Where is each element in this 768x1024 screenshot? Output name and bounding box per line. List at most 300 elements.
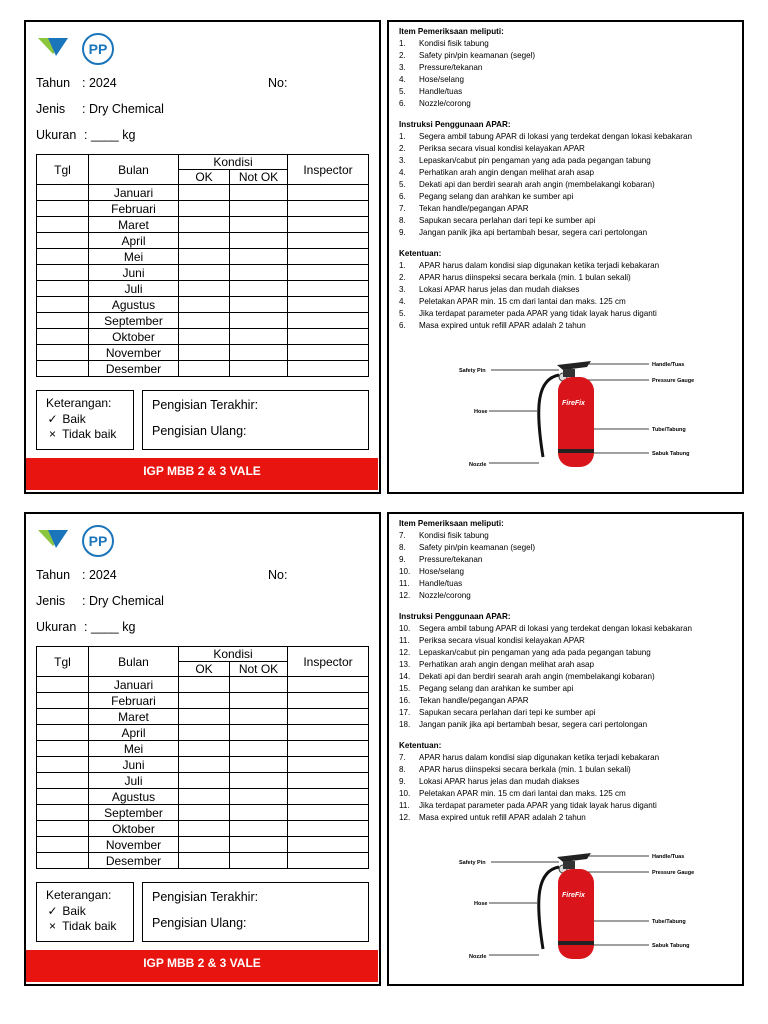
list-item-text: Kondisi fisik tabung (419, 531, 489, 540)
not-ok-cell[interactable] (230, 805, 288, 821)
table-row (37, 741, 369, 757)
list-item (399, 191, 739, 203)
bulan-cell: Oktober (89, 329, 179, 345)
ok-cell[interactable] (179, 821, 230, 837)
inspector-cell[interactable] (288, 281, 369, 297)
ok-cell[interactable] (179, 709, 230, 725)
list-item-number: 10. (399, 789, 411, 798)
table-row (37, 725, 369, 741)
table-row (37, 361, 369, 377)
list-item (399, 284, 739, 296)
list-item-number: 9. (399, 777, 406, 786)
table-row (37, 233, 369, 249)
inspector-cell[interactable] (288, 313, 369, 329)
jenis-label: Jenis (36, 102, 66, 116)
tahun-field (36, 568, 236, 584)
not-ok-cell[interactable] (230, 329, 288, 345)
tgl-cell[interactable] (37, 361, 89, 377)
ok-cell[interactable] (179, 217, 230, 233)
list-item (399, 695, 739, 707)
inspector-cell[interactable] (288, 217, 369, 233)
bulan-cell: Maret (89, 709, 179, 725)
tgl-cell[interactable] (37, 201, 89, 217)
tgl-cell[interactable] (37, 757, 89, 773)
tgl-cell[interactable] (37, 693, 89, 709)
list-item (399, 131, 739, 143)
label-tube: Tube/Tabung (652, 919, 686, 925)
list-item-number: 3. (399, 63, 406, 72)
list-item (399, 707, 739, 719)
tgl-cell[interactable] (37, 265, 89, 281)
list-item-number: 12. (399, 591, 411, 600)
list-item (399, 203, 739, 215)
ketentuan-title: Ketentuan: (399, 249, 442, 258)
month-rows (37, 185, 369, 377)
not-ok-cell[interactable] (230, 249, 288, 265)
list-item-text: Sapukan secara perlahan dari tepi ke sumber api (419, 216, 596, 225)
inspector-cell[interactable] (288, 693, 369, 709)
list-item-number: 16. (399, 696, 411, 705)
label-handle: Handle/Tuas (652, 362, 685, 368)
list-item-number: 14. (399, 672, 411, 681)
tgl-cell[interactable] (37, 217, 89, 233)
list-item (399, 683, 739, 695)
not-ok-cell[interactable] (230, 345, 288, 361)
list-item-number: 3. (399, 156, 406, 165)
pengisian-ulang-label: Pengisian Ulang: (152, 916, 247, 930)
inspector-cell[interactable] (288, 837, 369, 853)
list-item-number: 8. (399, 543, 406, 552)
tgl-cell[interactable] (37, 297, 89, 313)
list-item-text: Jangan panik jika api bertambah besar, segera cari pertolongan (419, 720, 648, 729)
tgl-cell[interactable] (37, 837, 89, 853)
list-item-number: 11. (399, 801, 410, 810)
tgl-cell[interactable] (37, 741, 89, 757)
list-item-number: 12. (399, 648, 411, 657)
legend-tidak-baik (46, 919, 133, 935)
inspector-cell[interactable] (288, 805, 369, 821)
list-item (399, 50, 739, 62)
inspector-cell[interactable] (288, 265, 369, 281)
not-ok-cell[interactable] (230, 281, 288, 297)
list-item-number: 9. (399, 228, 406, 237)
list-item (399, 635, 739, 647)
list-item (399, 671, 739, 683)
inspector-cell[interactable] (288, 741, 369, 757)
info-card-1 (387, 20, 744, 494)
list-item-text: Masa expired untuk refill APAR adalah 2 tahun (419, 321, 586, 330)
list-item-text: Lepaskan/cabut pin pengaman yang ada pada pegangan tabung (419, 156, 651, 165)
ok-cell[interactable] (179, 345, 230, 361)
bulan-cell: April (89, 233, 179, 249)
inspector-cell[interactable] (288, 677, 369, 693)
not-ok-cell[interactable] (230, 313, 288, 329)
table-row (37, 329, 369, 345)
tgl-cell[interactable] (37, 789, 89, 805)
tgl-cell[interactable] (37, 249, 89, 265)
list-item (399, 143, 739, 155)
list-item (399, 530, 739, 542)
label-sabuk: Sabuk Tabung (652, 943, 690, 949)
info-content (399, 26, 739, 332)
table-row (37, 217, 369, 233)
tahun-label: Tahun (36, 568, 71, 582)
list-item-text: Masa expired untuk refill APAR adalah 2 tahun (419, 813, 586, 822)
list-item (399, 320, 739, 332)
list-item (399, 167, 739, 179)
list-item-number: 4. (399, 168, 406, 177)
not-ok-cell[interactable] (230, 201, 288, 217)
tgl-cell[interactable] (37, 345, 89, 361)
list-item-text: Pressure/tekanan (419, 63, 483, 72)
legend-baik (46, 904, 133, 920)
list-item-text: Dekati api dan berdiri searah arah angin (membelakangi kobaran) (419, 672, 655, 681)
list-item-text: APAR harus dalam kondisi siap digunakan ketika terjadi kebakaran (419, 261, 660, 270)
list-item-number: 9. (399, 555, 406, 564)
ok-cell[interactable] (179, 249, 230, 265)
list-item-number: 4. (399, 297, 406, 306)
inspector-cell[interactable] (288, 345, 369, 361)
list-item-number: 1. (399, 132, 406, 141)
pemeriksaan-title: Item Pemeriksaan meliputi: (399, 27, 504, 36)
company-logo-icon (38, 524, 128, 558)
ukuran-label: Ukuran (36, 620, 77, 634)
list-item (399, 659, 739, 671)
ok-cell[interactable] (179, 853, 230, 869)
list-item-text: Perhatikan arah angin dengan melihat arah asap (419, 660, 595, 669)
table-row (37, 821, 369, 837)
tgl-cell[interactable] (37, 233, 89, 249)
inspector-cell[interactable] (288, 329, 369, 345)
list-item (399, 227, 739, 239)
check-icon: ✓ (47, 411, 58, 426)
bulan-cell: Juli (89, 773, 179, 789)
legend-tidak-baik (46, 427, 133, 443)
not-ok-cell[interactable] (230, 361, 288, 377)
tgl-cell[interactable] (37, 185, 89, 201)
inspector-cell[interactable] (288, 725, 369, 741)
ok-cell[interactable] (179, 805, 230, 821)
inspector-cell[interactable] (288, 821, 369, 837)
list-item-text: Lepaskan/cabut pin pengaman yang ada pada pegangan tabung (419, 648, 651, 657)
list-item (399, 566, 739, 578)
ok-cell[interactable] (179, 741, 230, 757)
list-item-text: Dekati api dan berdiri searah arah angin (membelakangi kobaran) (419, 180, 655, 189)
label-handle: Handle/Tuas (652, 854, 685, 860)
header-ok: OK (179, 170, 230, 185)
bulan-cell: Juni (89, 265, 179, 281)
header-bulan: Bulan (89, 155, 179, 185)
list-item (399, 752, 739, 764)
list-item-text: Periksa secara visual kondisi kelayakan APAR (419, 636, 585, 645)
table-row (37, 757, 369, 773)
list-item-number: 2. (399, 144, 406, 153)
list-item (399, 215, 739, 227)
bulan-cell: Desember (89, 361, 179, 377)
list-item-text: Sapukan secara perlahan dari tepi ke sumber api (419, 708, 596, 717)
svg-text:PP: PP (88, 41, 108, 57)
list-item-number: 1. (399, 261, 406, 270)
list-item (399, 542, 739, 554)
list-item-text: Kondisi fisik tabung (419, 39, 489, 48)
list-item (399, 155, 739, 167)
table-row (37, 837, 369, 853)
ukuran-value: : ____ kg (84, 128, 136, 142)
not-ok-cell[interactable] (230, 265, 288, 281)
not-ok-cell[interactable] (230, 741, 288, 757)
header-kondisi: Kondisi (179, 155, 288, 170)
header-kondisi: Kondisi (179, 647, 288, 662)
legend-baik (46, 412, 133, 428)
inspection-table (36, 154, 369, 377)
not-ok-cell[interactable] (230, 773, 288, 789)
list-item-text: Pegang selang dan arahkan ke sumber api (419, 684, 574, 693)
inspector-cell[interactable] (288, 709, 369, 725)
ketentuan-title: Ketentuan: (399, 741, 442, 750)
list-item-text: Handle/tuas (419, 87, 463, 96)
instruksi-list (399, 623, 739, 731)
list-item (399, 98, 739, 110)
list-item (399, 272, 739, 284)
list-item-text: APAR harus diinspeksi secara berkala (min. 1 bulan sekali) (419, 273, 631, 282)
tgl-cell[interactable] (37, 821, 89, 837)
fire-extinguisher-diagram (459, 357, 739, 467)
label-hose: Hose (474, 409, 488, 415)
tgl-cell[interactable] (37, 677, 89, 693)
header-bulan: Bulan (89, 647, 179, 677)
list-item-number: 1. (399, 39, 406, 48)
list-item-number: 5. (399, 87, 406, 96)
tgl-cell[interactable] (37, 853, 89, 869)
not-ok-cell[interactable] (230, 709, 288, 725)
list-item-text: Pegang selang dan arahkan ke sumber api (419, 192, 574, 201)
jenis-label: Jenis (36, 594, 66, 608)
inspector-cell[interactable] (288, 249, 369, 265)
footer-banner: IGP MBB 2 & 3 VALE (26, 950, 378, 982)
ok-cell[interactable] (179, 233, 230, 249)
not-ok-cell[interactable] (230, 837, 288, 853)
label-safety-pin: Safety Pin (459, 368, 486, 374)
keterangan-box (36, 390, 134, 450)
ok-cell[interactable] (179, 265, 230, 281)
list-item-number: 5. (399, 309, 406, 318)
ok-cell[interactable] (179, 789, 230, 805)
not-ok-cell[interactable] (230, 821, 288, 837)
bulan-cell: September (89, 313, 179, 329)
list-item (399, 296, 739, 308)
pengisian-terakhir-label: Pengisian Terakhir: (152, 890, 259, 904)
table-row (37, 249, 369, 265)
bulan-cell: September (89, 805, 179, 821)
list-item-number: 7. (399, 753, 406, 762)
list-item-text: Peletakan APAR min. 15 cm dari lantai dan maks. 125 cm (419, 297, 626, 306)
tgl-cell[interactable] (37, 725, 89, 741)
legend-tidak-baik-label: Tidak baik (62, 427, 117, 441)
list-item (399, 764, 739, 776)
not-ok-cell[interactable] (230, 185, 288, 201)
not-ok-cell[interactable] (230, 725, 288, 741)
no-label: No: (268, 568, 288, 582)
inspection-card-1 (24, 20, 381, 494)
pemeriksaan-list (399, 38, 739, 110)
bulan-cell: Desember (89, 853, 179, 869)
inspector-cell[interactable] (288, 757, 369, 773)
tgl-cell[interactable] (37, 773, 89, 789)
ukuran-value: : ____ kg (84, 620, 136, 634)
pengisian-ulang-label: Pengisian Ulang: (152, 424, 247, 438)
no-label: No: (268, 76, 288, 90)
list-item-text: Lokasi APAR harus jelas dan mudah diakses (419, 777, 580, 786)
inspector-cell[interactable] (288, 233, 369, 249)
label-gauge: Pressure Gauge (652, 870, 695, 876)
not-ok-cell[interactable] (230, 677, 288, 693)
tahun-label: Tahun (36, 76, 71, 90)
ok-cell[interactable] (179, 313, 230, 329)
bulan-cell: Agustus (89, 297, 179, 313)
tgl-cell[interactable] (37, 281, 89, 297)
list-item (399, 308, 739, 320)
list-item-text: Peletakan APAR min. 15 cm dari lantai dan maks. 125 cm (419, 789, 626, 798)
list-item (399, 578, 739, 590)
ukuran-label: Ukuran (36, 128, 77, 142)
list-item (399, 776, 739, 788)
not-ok-cell[interactable] (230, 297, 288, 313)
inspector-cell[interactable] (288, 773, 369, 789)
list-item (399, 554, 739, 566)
list-item (399, 590, 739, 602)
list-item-number: 13. (399, 660, 411, 669)
list-item-text: Tekan handle/pegangan APAR (419, 696, 529, 705)
list-item-number: 6. (399, 321, 406, 330)
instruksi-title: Instruksi Penggunaan APAR: (399, 612, 511, 621)
ok-cell[interactable] (179, 329, 230, 345)
bulan-cell: Februari (89, 693, 179, 709)
cross-icon: × (48, 427, 56, 441)
tahun-value: : 2024 (82, 76, 117, 90)
bulan-cell: November (89, 837, 179, 853)
ok-cell[interactable] (179, 297, 230, 313)
inspector-cell[interactable] (288, 853, 369, 869)
inspector-cell[interactable] (288, 789, 369, 805)
label-hose: Hose (474, 901, 488, 907)
keterangan-box (36, 882, 134, 942)
bulan-cell: Agustus (89, 789, 179, 805)
table-row (37, 853, 369, 869)
not-ok-cell[interactable] (230, 757, 288, 773)
list-item-number: 10. (399, 567, 411, 576)
ok-cell[interactable] (179, 725, 230, 741)
header-inspector: Inspector (288, 647, 369, 677)
bulan-cell: Juli (89, 281, 179, 297)
inspector-cell[interactable] (288, 361, 369, 377)
ok-cell[interactable] (179, 201, 230, 217)
list-item-number: 5. (399, 180, 406, 189)
instruksi-list (399, 131, 739, 239)
list-item (399, 623, 739, 635)
table-row (37, 693, 369, 709)
list-item-number: 6. (399, 192, 406, 201)
tgl-cell[interactable] (37, 313, 89, 329)
ok-cell[interactable] (179, 837, 230, 853)
inspector-cell[interactable] (288, 185, 369, 201)
table-row (37, 313, 369, 329)
list-item-number: 15. (399, 684, 411, 693)
not-ok-cell[interactable] (230, 853, 288, 869)
list-item (399, 812, 739, 824)
label-nozzle: Nozzle (469, 462, 487, 467)
table-row (37, 789, 369, 805)
list-item-number: 11. (399, 579, 410, 588)
table-row (37, 805, 369, 821)
header-inspector: Inspector (288, 155, 369, 185)
list-item-number: 7. (399, 531, 406, 540)
list-item-text: Pressure/tekanan (419, 555, 483, 564)
inspection-card-2 (24, 512, 381, 986)
list-item-text: Segera ambil tabung APAR di lokasi yang terdekat dengan lokasi kebakaran (419, 624, 692, 633)
list-item-number: 2. (399, 51, 406, 60)
ok-cell[interactable] (179, 693, 230, 709)
pengisian-box (142, 390, 369, 450)
not-ok-cell[interactable] (230, 217, 288, 233)
bulan-cell: Mei (89, 249, 179, 265)
list-item-text: APAR harus dalam kondisi siap digunakan ketika terjadi kebakaran (419, 753, 660, 762)
list-item (399, 38, 739, 50)
bulan-cell: November (89, 345, 179, 361)
list-item-text: Lokasi APAR harus jelas dan mudah diakses (419, 285, 580, 294)
list-item-text: Nozzle/corong (419, 591, 471, 600)
ok-cell[interactable] (179, 361, 230, 377)
not-ok-cell[interactable] (230, 233, 288, 249)
list-item-number: 7. (399, 204, 406, 213)
ukuran-field (36, 128, 286, 144)
tgl-cell[interactable] (37, 709, 89, 725)
header-not-ok: Not OK (230, 662, 288, 677)
table-row (37, 297, 369, 313)
ketentuan-list (399, 752, 739, 824)
pemeriksaan-title: Item Pemeriksaan meliputi: (399, 519, 504, 528)
table-row (37, 709, 369, 725)
ukuran-field (36, 620, 286, 636)
ketentuan-list (399, 260, 739, 332)
not-ok-cell[interactable] (230, 789, 288, 805)
inspector-cell[interactable] (288, 297, 369, 313)
extinguisher-brand: FireFix (562, 892, 585, 899)
tahun-field (36, 76, 236, 92)
list-item (399, 74, 739, 86)
tgl-cell[interactable] (37, 805, 89, 821)
tgl-cell[interactable] (37, 329, 89, 345)
legend-baik-label: Baik (62, 411, 86, 426)
table-row (37, 677, 369, 693)
not-ok-cell[interactable] (230, 693, 288, 709)
table-row (37, 281, 369, 297)
ok-cell[interactable] (179, 677, 230, 693)
pengisian-terakhir-label: Pengisian Terakhir: (152, 398, 259, 412)
ok-cell[interactable] (179, 757, 230, 773)
pengisian-box (142, 882, 369, 942)
ok-cell[interactable] (179, 281, 230, 297)
list-item-number: 17. (399, 708, 411, 717)
ok-cell[interactable] (179, 185, 230, 201)
fire-extinguisher-diagram (459, 849, 739, 959)
header-tgl: Tgl (37, 155, 89, 185)
inspector-cell[interactable] (288, 201, 369, 217)
bulan-cell: Oktober (89, 821, 179, 837)
label-tube: Tube/Tabung (652, 427, 686, 433)
list-item-text: Perhatikan arah angin dengan melihat arah asap (419, 168, 595, 177)
ok-cell[interactable] (179, 773, 230, 789)
list-item-text: Jika terdapat parameter pada APAR yang tidak layak harus diganti (419, 801, 657, 810)
